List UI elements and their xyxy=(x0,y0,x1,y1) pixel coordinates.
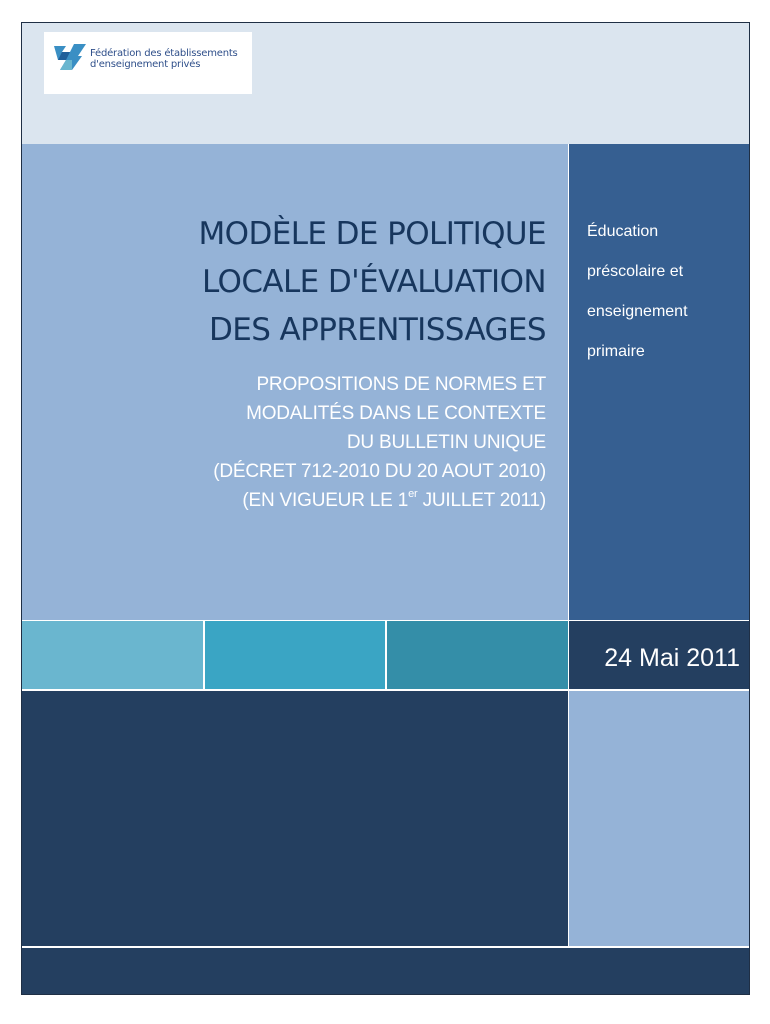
accent-stripe-1 xyxy=(22,621,203,689)
accent-stripe-2 xyxy=(205,621,385,689)
light-block xyxy=(569,691,750,946)
subtitle-superscript: er xyxy=(408,487,418,500)
side-line-1: Éducation xyxy=(587,223,659,240)
subtitle-line-5 xyxy=(213,486,546,515)
accent-stripe-3 xyxy=(387,621,568,689)
title-line-1: MODÈLE DE POLITIQUE xyxy=(198,216,546,252)
logo xyxy=(44,32,252,94)
cover-page xyxy=(21,22,750,995)
subtitle-line-1: PROPOSITIONS DE NORMES ET xyxy=(256,374,546,395)
feep-logo-icon xyxy=(52,40,88,76)
subtitle-line-3: DU BULLETIN UNIQUE xyxy=(346,432,546,453)
document-date: 24 Mai 2011 xyxy=(604,644,740,672)
document-subtitle xyxy=(213,370,546,515)
subtitle-line-2: MODALITÉS DANS LE CONTEXTE xyxy=(246,403,546,424)
dark-block xyxy=(22,691,568,946)
document-title xyxy=(199,210,547,354)
side-panel xyxy=(569,144,750,620)
title-line-2: LOCALE D'ÉVALUATION xyxy=(201,264,546,300)
title-panel xyxy=(22,144,568,620)
logo-line-1: Fédération des établissements xyxy=(90,48,238,59)
education-level xyxy=(587,212,688,372)
subtitle-line-5-end: JUILLET 2011) xyxy=(417,490,546,511)
subtitle-line-5-start: (EN VIGUEUR LE 1 xyxy=(242,490,409,511)
logo-text xyxy=(90,48,238,70)
top-band xyxy=(22,23,750,144)
subtitle-line-4: (DÉCRET 712-2010 DU 20 AOUT 2010) xyxy=(213,461,546,482)
title-line-3: DES APPRENTISSAGES xyxy=(208,312,546,348)
side-line-4: primaire xyxy=(587,343,645,360)
bottom-band xyxy=(22,948,750,994)
side-line-2: préscolaire et xyxy=(587,263,684,280)
logo-line-2: d'enseignement privés xyxy=(90,59,201,70)
side-line-3: enseignement xyxy=(587,303,688,320)
date-box xyxy=(569,621,750,689)
